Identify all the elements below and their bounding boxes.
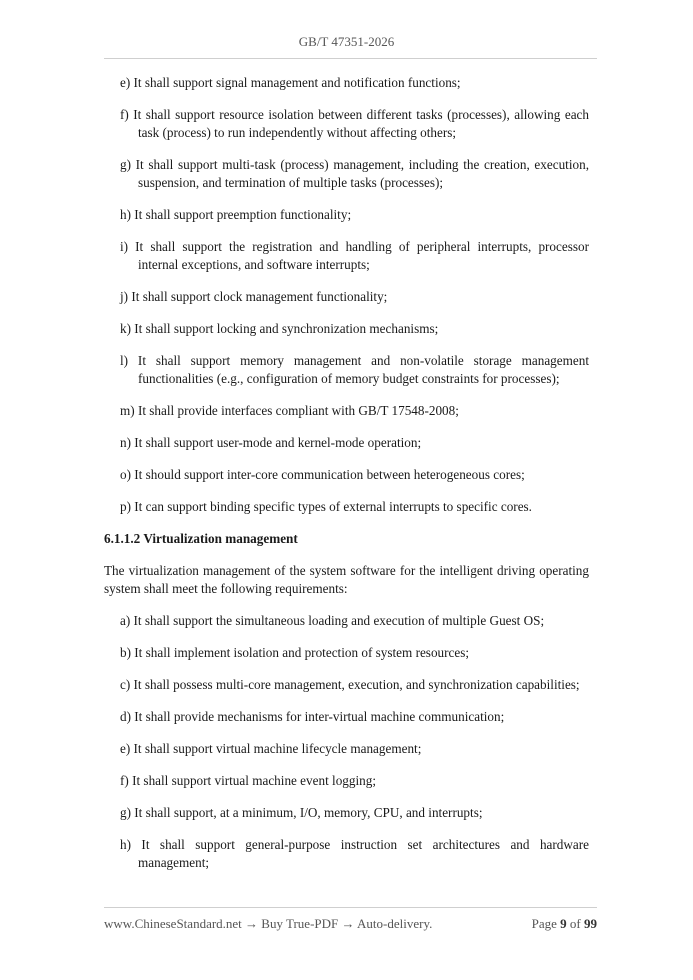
- list-item: f) It shall support virtual machine event logging;: [120, 773, 376, 788]
- of-label: of: [569, 916, 581, 931]
- requirements-list-continued: [104, 74, 589, 516]
- page-content: [104, 74, 589, 886]
- list-item: j) It shall support clock management functionality;: [120, 289, 388, 304]
- site-link[interactable]: www.ChineseStandard.net: [104, 916, 242, 931]
- arrow-right-icon: →: [341, 916, 355, 931]
- list-item: n) It shall support user-mode and kernel-mode operation;: [120, 435, 422, 450]
- page-label: Page: [531, 916, 557, 931]
- page-number: [532, 916, 597, 932]
- list-item: o) It should support inter-core communication between heterogeneous cores;: [120, 467, 525, 482]
- list-item: p) It can support binding specific types of external interrupts to specific cores.: [120, 499, 532, 514]
- buy-pdf-link[interactable]: Buy True-PDF: [261, 916, 339, 931]
- list-item: m) It shall provide interfaces compliant with GB/T 17548-2008;: [120, 403, 459, 418]
- list-item: e) It shall support signal management and notification functions;: [120, 75, 461, 90]
- section-heading: 6.1.1.2 Virtualization management: [104, 531, 298, 546]
- section-intro: The virtualization management of the system software for the intelligent driving operating system shall meet the following requirements:: [104, 563, 589, 596]
- list-item: k) It shall support locking and synchronization mechanisms;: [120, 321, 439, 336]
- list-item: f) It shall support resource isolation between different tasks (processes), allowing each task (process) to run independently without affecting others;: [120, 107, 589, 140]
- footer-links: [104, 916, 432, 932]
- virtualization-requirements-list: [104, 612, 589, 872]
- footer-divider: [104, 907, 597, 908]
- list-item: d) It shall provide mechanisms for inter-virtual machine communication;: [120, 709, 505, 724]
- list-item: b) It shall implement isolation and protection of system resources;: [120, 645, 470, 660]
- list-item: l) It shall support memory management and non-volatile storage management functionalities (e.g., configuration of memory budget constraints for processes);: [120, 353, 589, 386]
- list-item: g) It shall support, at a minimum, I/O, memory, CPU, and interrupts;: [120, 805, 483, 820]
- total-pages: 99: [584, 916, 597, 931]
- list-item: g) It shall support multi-task (process) management, including the creation, execution, suspension, and termination of multiple tasks (processes);: [120, 157, 589, 190]
- document-id-header: GB/T 47351-2026: [298, 34, 395, 49]
- list-item: i) It shall support the registration and handling of peripheral interrupts, processor internal exceptions, and software interrupts;: [120, 239, 589, 272]
- current-page: 9: [560, 916, 567, 931]
- list-item: h) It shall support general-purpose instruction set architectures and hardware management;: [120, 837, 589, 870]
- list-item: c) It shall possess multi-core management, execution, and synchronization capabilities;: [120, 677, 580, 692]
- list-item: e) It shall support virtual machine lifecycle management;: [120, 741, 422, 756]
- header-divider: [104, 58, 597, 59]
- list-item: a) It shall support the simultaneous loading and execution of multiple Guest OS;: [120, 613, 545, 628]
- list-item: h) It shall support preemption functionality;: [120, 207, 352, 222]
- arrow-right-icon: →: [245, 916, 259, 931]
- auto-delivery-text: Auto-delivery.: [357, 916, 433, 931]
